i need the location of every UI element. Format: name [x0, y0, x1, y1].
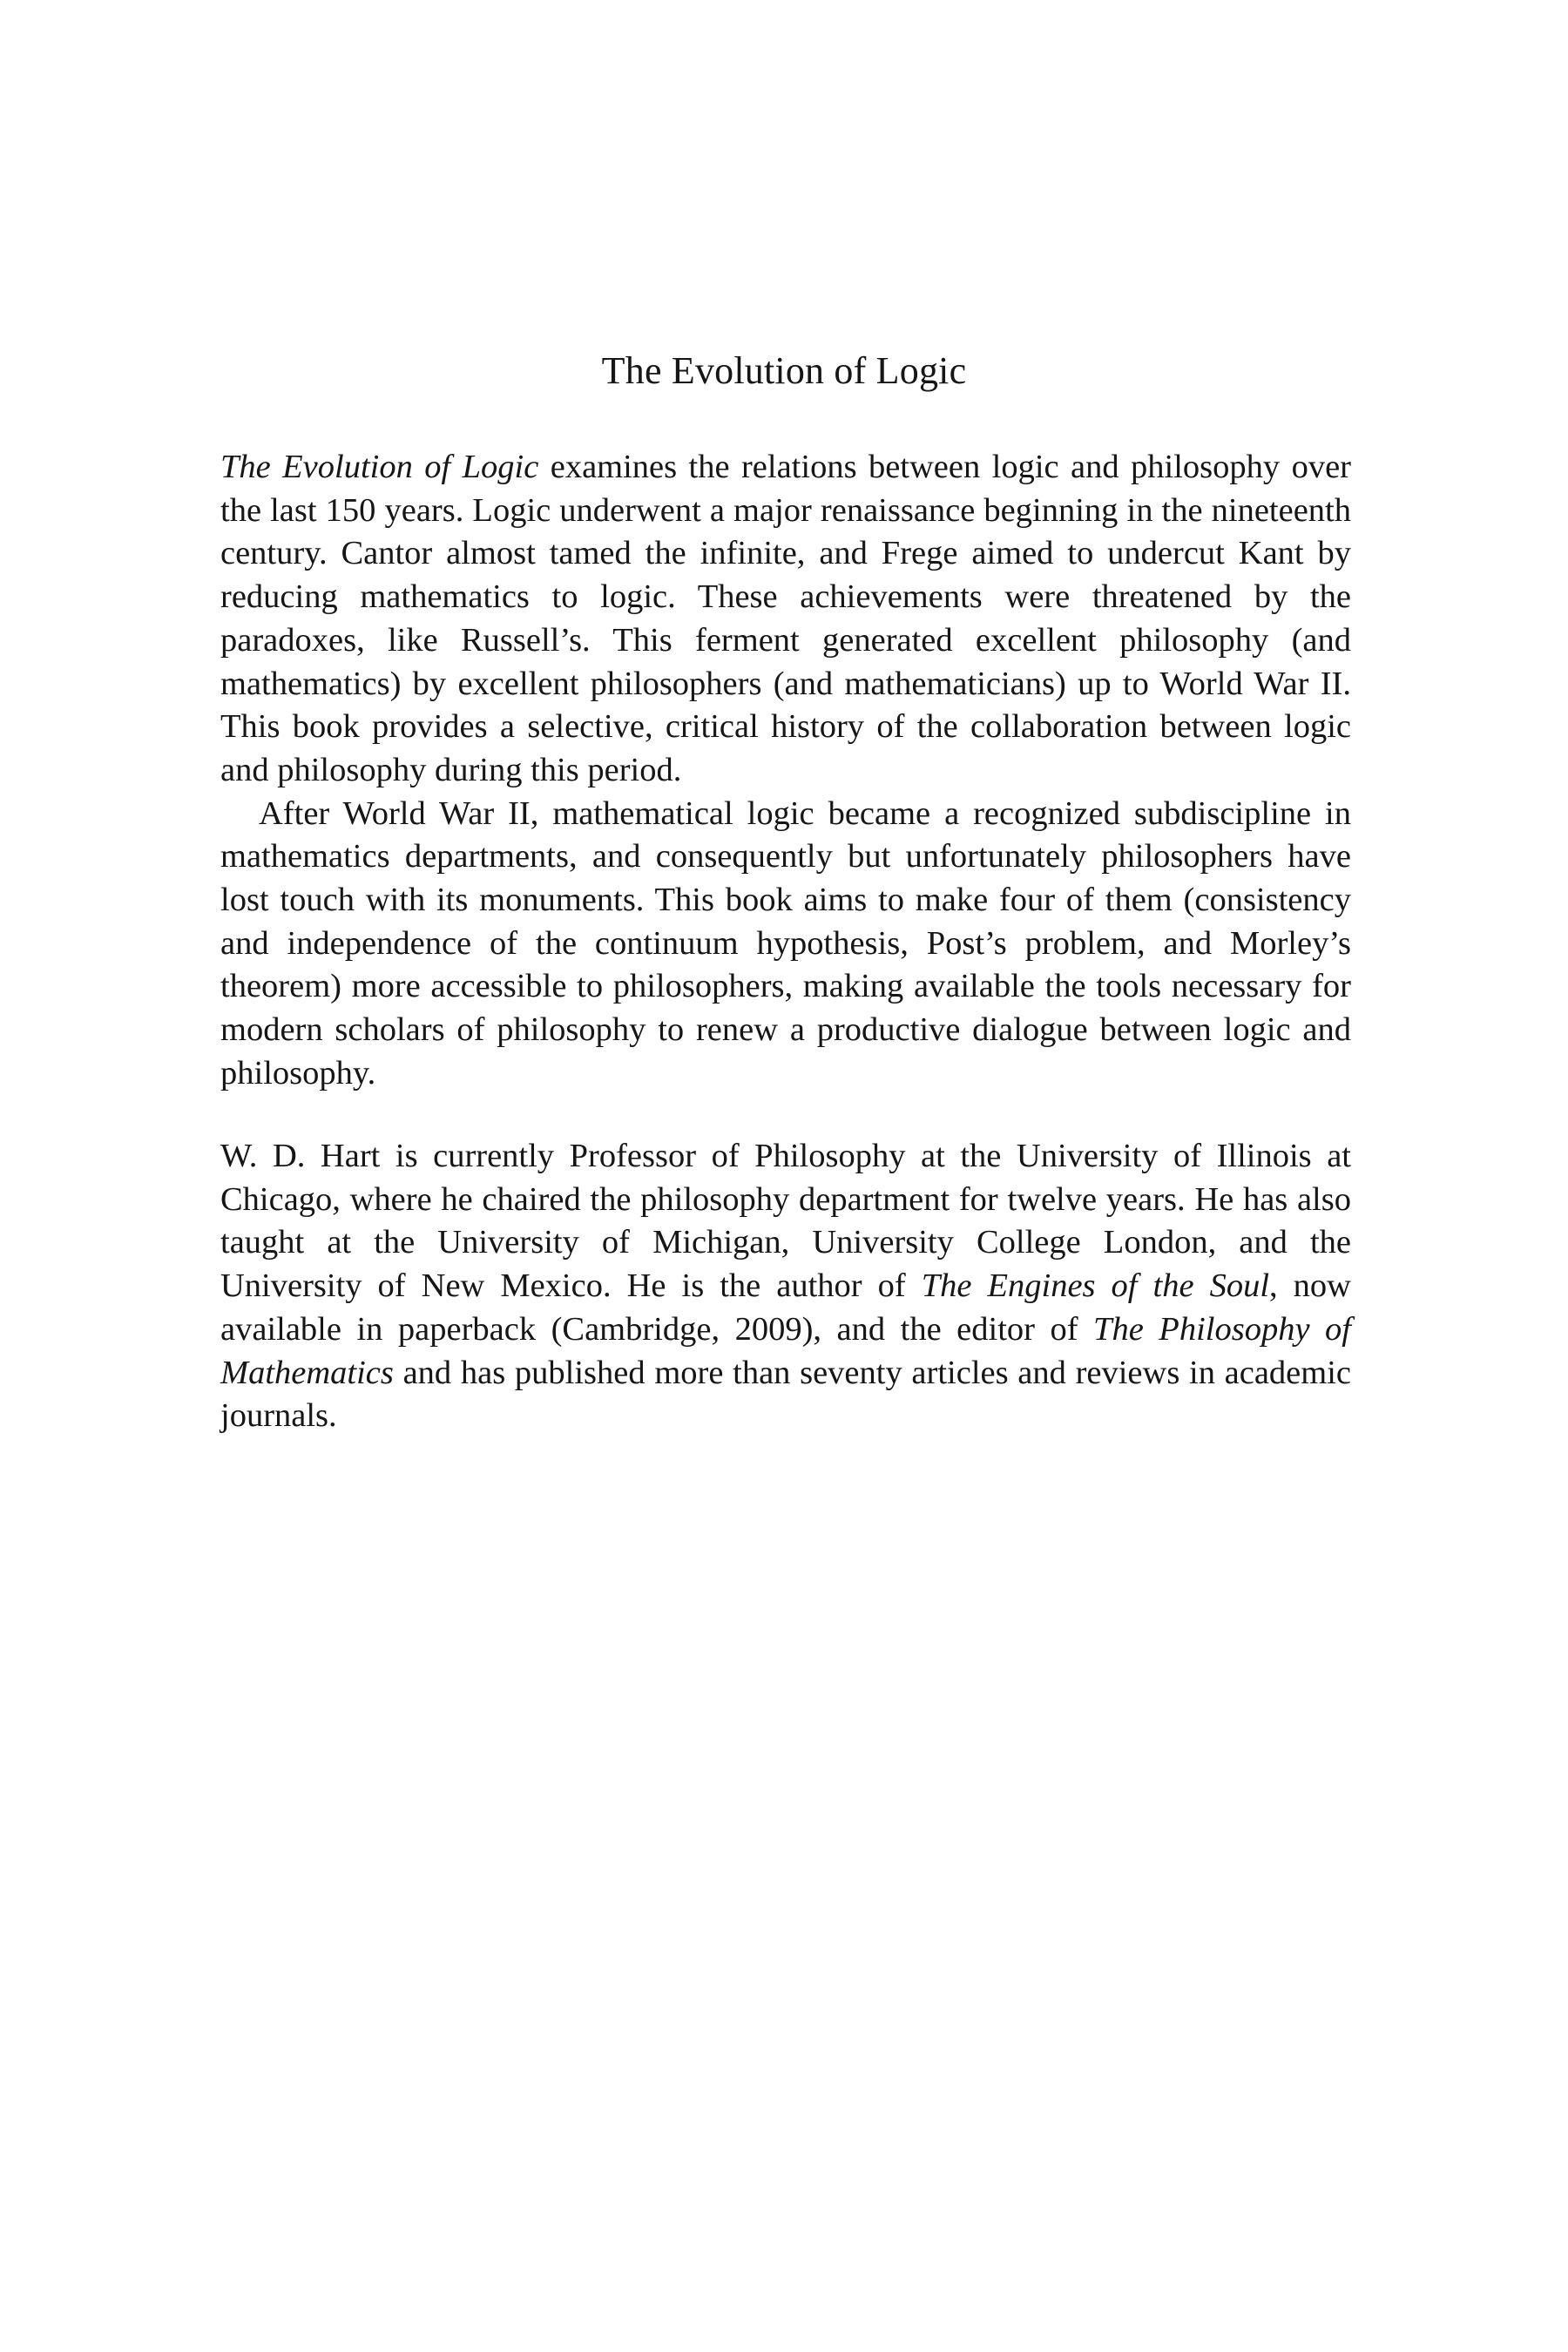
book-title-italic: The Evolution of Logic	[220, 449, 539, 485]
book-description	[220, 446, 1351, 1096]
page-title: The Evolution of Logic	[601, 349, 967, 392]
bio-text-3: and has published more than seventy articles and reviews in academic journals.	[220, 1354, 1351, 1435]
bio-book-title-2: The Philosophy of Mathematics	[220, 1310, 1351, 1391]
description-paragraph-1-text: examines the relations between logic and philosophy over the last 150 years. Logic underwent a major renaissance beginning in the nineteenth century. Cantor almost tamed the infinite, and Frege aimed to undercut Kant by reducing mathematics to logic. These achievements were threatened by the paradoxes, like Russell’s. This ferment generated excellent philosophy (and mathematics) by excellent philosophers (and mathematicians) up to World War II. This book provides a selective, critical history of the collaboration between logic and philosophy during this period.	[220, 449, 1351, 788]
description-paragraph-2: After World War II, mathematical logic became a recognized subdiscipline in mathematics departments, and consequently but unfortunately philosophers have lost touch with its monuments. This book aims to make four of them (consistency and independence of the continuum hypothesis, Post’s problem, and Morley’s theorem) more accessible to philosophers, making available the tools necessary for modern scholars of philosophy to renew a productive dialogue between logic and philosophy.	[220, 794, 1351, 1092]
author-bio-paragraph	[220, 1135, 1351, 1438]
bio-book-title-1: The Engines of the Soul	[921, 1267, 1270, 1305]
description-paragraph-1	[220, 446, 1351, 793]
bio-text-2: , now available in paperback (Cambridge, 2009), and the editor of	[220, 1267, 1351, 1348]
author-bio	[220, 1135, 1351, 1438]
bio-text-1: W. D. Hart is currently Professor of Philosophy at the University of Illinois at Chicago, where he chaired the philosophy department for twelve years. He has also taught at the University of Michigan, University College London, and the University of New Mexico. He is the author of	[220, 1138, 1351, 1305]
